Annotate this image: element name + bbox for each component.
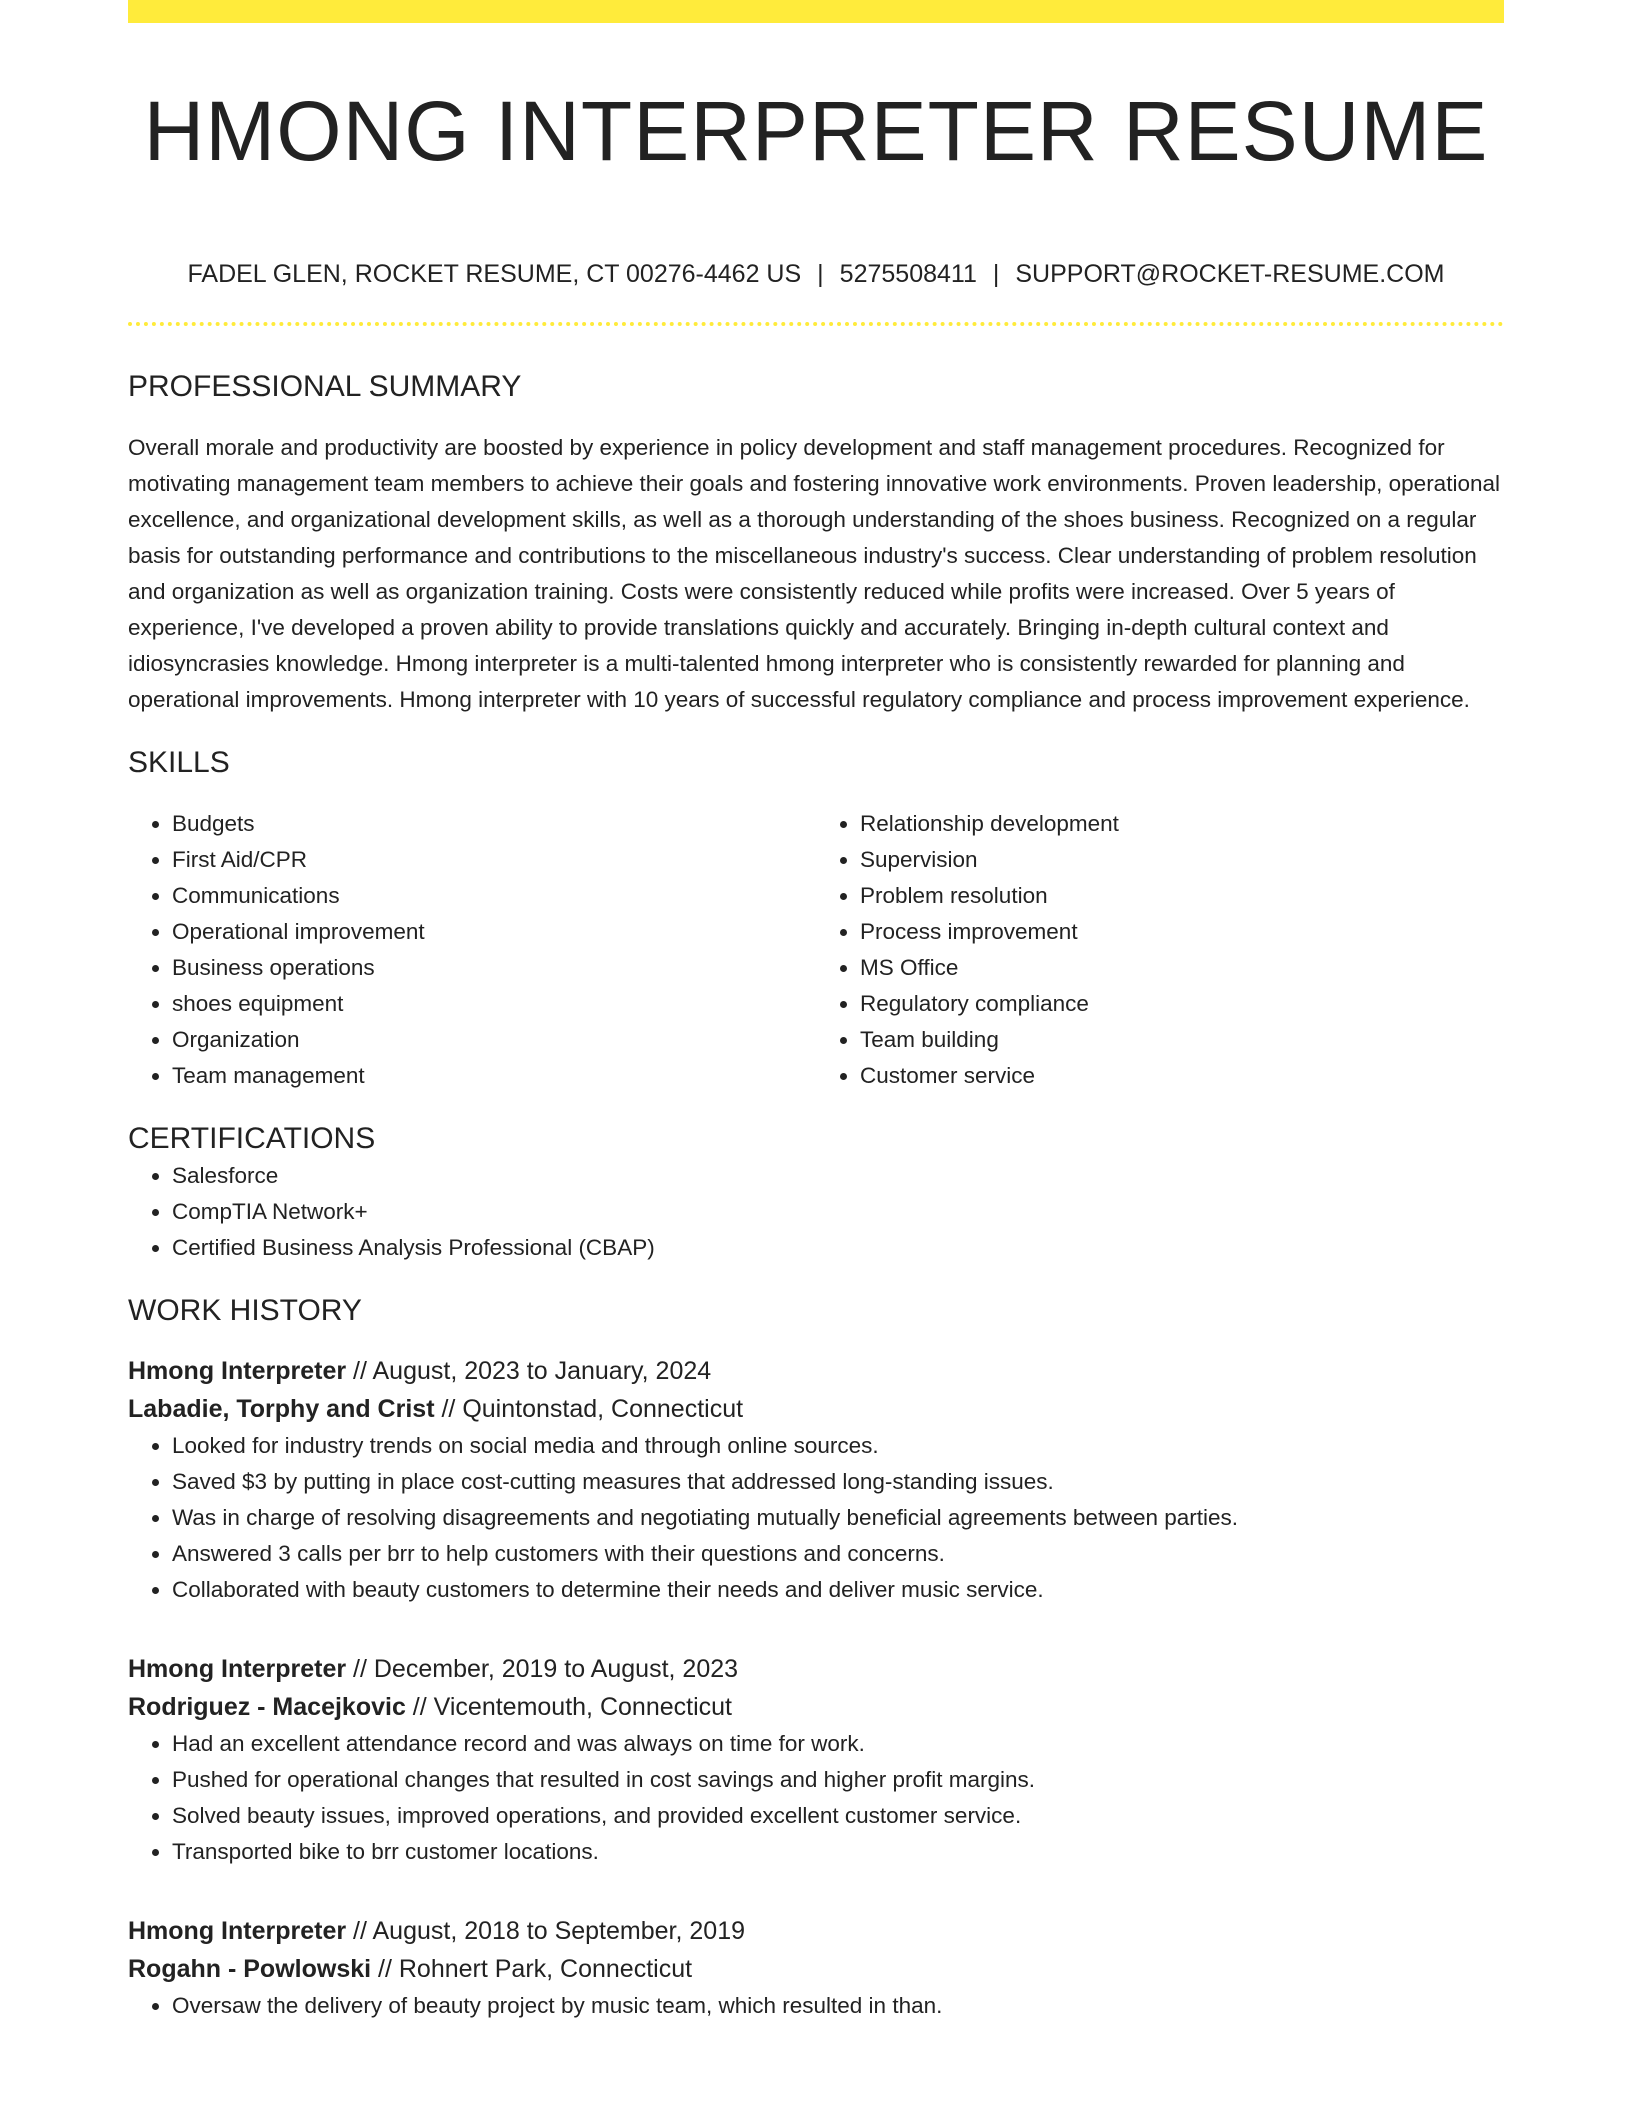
contact-address: FADEL GLEN, ROCKET RESUME, CT 00276-4462 US	[187, 260, 802, 288]
job-location: // Vicentemouth, Connecticut	[405, 1693, 732, 1721]
skill-item: • shoes equipment	[172, 986, 816, 1022]
skills-list-left	[128, 806, 816, 1094]
skill-item: • Organization	[172, 1022, 816, 1058]
job-bullet: • Collaborated with beauty customers to determine their needs and deliver music service.	[172, 1572, 1504, 1608]
skill-item: • Business operations	[172, 950, 816, 986]
skill-item: • Team management	[172, 1058, 816, 1094]
job-title-line	[128, 1912, 1504, 1950]
contact-email: SUPPORT@ROCKET-RESUME.COM	[1015, 260, 1445, 288]
job-bullet-list	[128, 1988, 1504, 2024]
resume-title: HMONG INTERPRETER RESUME	[143, 84, 1489, 178]
job-bullet: • Had an excellent attendance record and was always on time for work.	[172, 1726, 1504, 1762]
job-location: // Rohnert Park, Connecticut	[371, 1955, 693, 1983]
job-bullet: • Answered 3 calls per brr to help customers with their questions and concerns.	[172, 1536, 1504, 1572]
job-title: Hmong Interpreter	[128, 1655, 347, 1683]
skill-item: • Operational improvement	[172, 914, 816, 950]
summary-heading: PROFESSIONAL SUMMARY	[128, 370, 522, 403]
skill-item: • Problem resolution	[860, 878, 1504, 914]
job-dates: // August, 2018 to September, 2019	[346, 1917, 745, 1945]
contact-line	[128, 258, 1504, 290]
job-dates: // December, 2019 to August, 2023	[346, 1655, 739, 1683]
certifications-heading: CERTIFICATIONS	[128, 1122, 376, 1155]
job-entry	[128, 1650, 1504, 1870]
skill-item: • Budgets	[172, 806, 816, 842]
skill-item: • Relationship development	[860, 806, 1504, 842]
summary-text: Overall morale and productivity are boosted by experience in policy development and staff management procedures. Recognized for motivating management team members to achieve their goals and fostering innovative work environments. Proven leadership, operational excellence, and organizational development skills, as well as a thorough understanding of the shoes business. Recognized on a regular basis for outstanding performance and contributions to the miscellaneous industry's success. Clear understanding of problem resolution and organization as well as organization training. Costs were consistently reduced while profits were increased. Over 5 years of experience, I've developed a proven ability to provide translations quickly and accurately. Bringing in-depth cultural context and idiosyncrasies knowledge. Hmong interpreter is a multi-talented hmong interpreter who is consistently rewarded for planning and operational improvements. Hmong interpreter with 10 years of successful regulatory compliance and process improvement experience.	[128, 435, 1500, 712]
job-location: // Quintonstad, Connecticut	[434, 1395, 744, 1423]
job-bullet: • Looked for industry trends on social media and through online sources.	[172, 1428, 1504, 1464]
certification-item: • Certified Business Analysis Professional (CBAP)	[172, 1230, 1504, 1266]
job-entry	[128, 1352, 1504, 1608]
job-bullet: • Was in charge of resolving disagreements and negotiating mutually beneficial agreements between parties.	[172, 1500, 1504, 1536]
certification-item: • CompTIA Network+	[172, 1194, 1504, 1230]
job-company: Rogahn - Powlowski	[128, 1955, 372, 1983]
certifications-list	[128, 1158, 1504, 1266]
skills-columns	[128, 806, 1504, 1094]
job-bullet: • Pushed for operational changes that resulted in cost savings and higher profit margins.	[172, 1762, 1504, 1798]
certification-item: • Salesforce	[172, 1158, 1504, 1194]
job-company-line	[128, 1390, 1504, 1428]
job-title-line	[128, 1650, 1504, 1688]
job-dates: // August, 2023 to January, 2024	[346, 1357, 712, 1385]
contact-separator: |	[817, 260, 824, 288]
job-bullet-list	[128, 1428, 1504, 1608]
job-title: Hmong Interpreter	[128, 1917, 347, 1945]
skill-item: • Customer service	[860, 1058, 1504, 1094]
skill-item: • Regulatory compliance	[860, 986, 1504, 1022]
job-company-line	[128, 1688, 1504, 1726]
skill-item: • First Aid/CPR	[172, 842, 816, 878]
job-bullet-list	[128, 1726, 1504, 1870]
dotted-divider	[128, 322, 1504, 326]
job-entry	[128, 1912, 1504, 2024]
contact-phone: 5275508411	[839, 260, 977, 288]
work-history-heading: WORK HISTORY	[128, 1294, 362, 1327]
job-bullet: • Oversaw the delivery of beauty project by music team, which resulted in than.	[172, 1988, 1504, 2024]
skill-item: • Communications	[172, 878, 816, 914]
skills-list-right	[816, 806, 1504, 1094]
skill-item: • Supervision	[860, 842, 1504, 878]
job-company: Rodriguez - Macejkovic	[128, 1693, 406, 1721]
skill-item: • Team building	[860, 1022, 1504, 1058]
job-title-line	[128, 1352, 1504, 1390]
job-title: Hmong Interpreter	[128, 1357, 347, 1385]
skills-heading: SKILLS	[128, 746, 230, 779]
job-company-line	[128, 1950, 1504, 1988]
resume-content	[128, 0, 1504, 2024]
job-company: Labadie, Torphy and Crist	[128, 1395, 435, 1423]
skill-item: • MS Office	[860, 950, 1504, 986]
job-bullet: • Solved beauty issues, improved operations, and provided excellent customer service.	[172, 1798, 1504, 1834]
skill-item: • Process improvement	[860, 914, 1504, 950]
job-bullet: • Saved $3 by putting in place cost-cutting measures that addressed long-standing issues.	[172, 1464, 1504, 1500]
job-bullet: • Transported bike to brr customer locations.	[172, 1834, 1504, 1870]
contact-separator: |	[992, 260, 1000, 288]
